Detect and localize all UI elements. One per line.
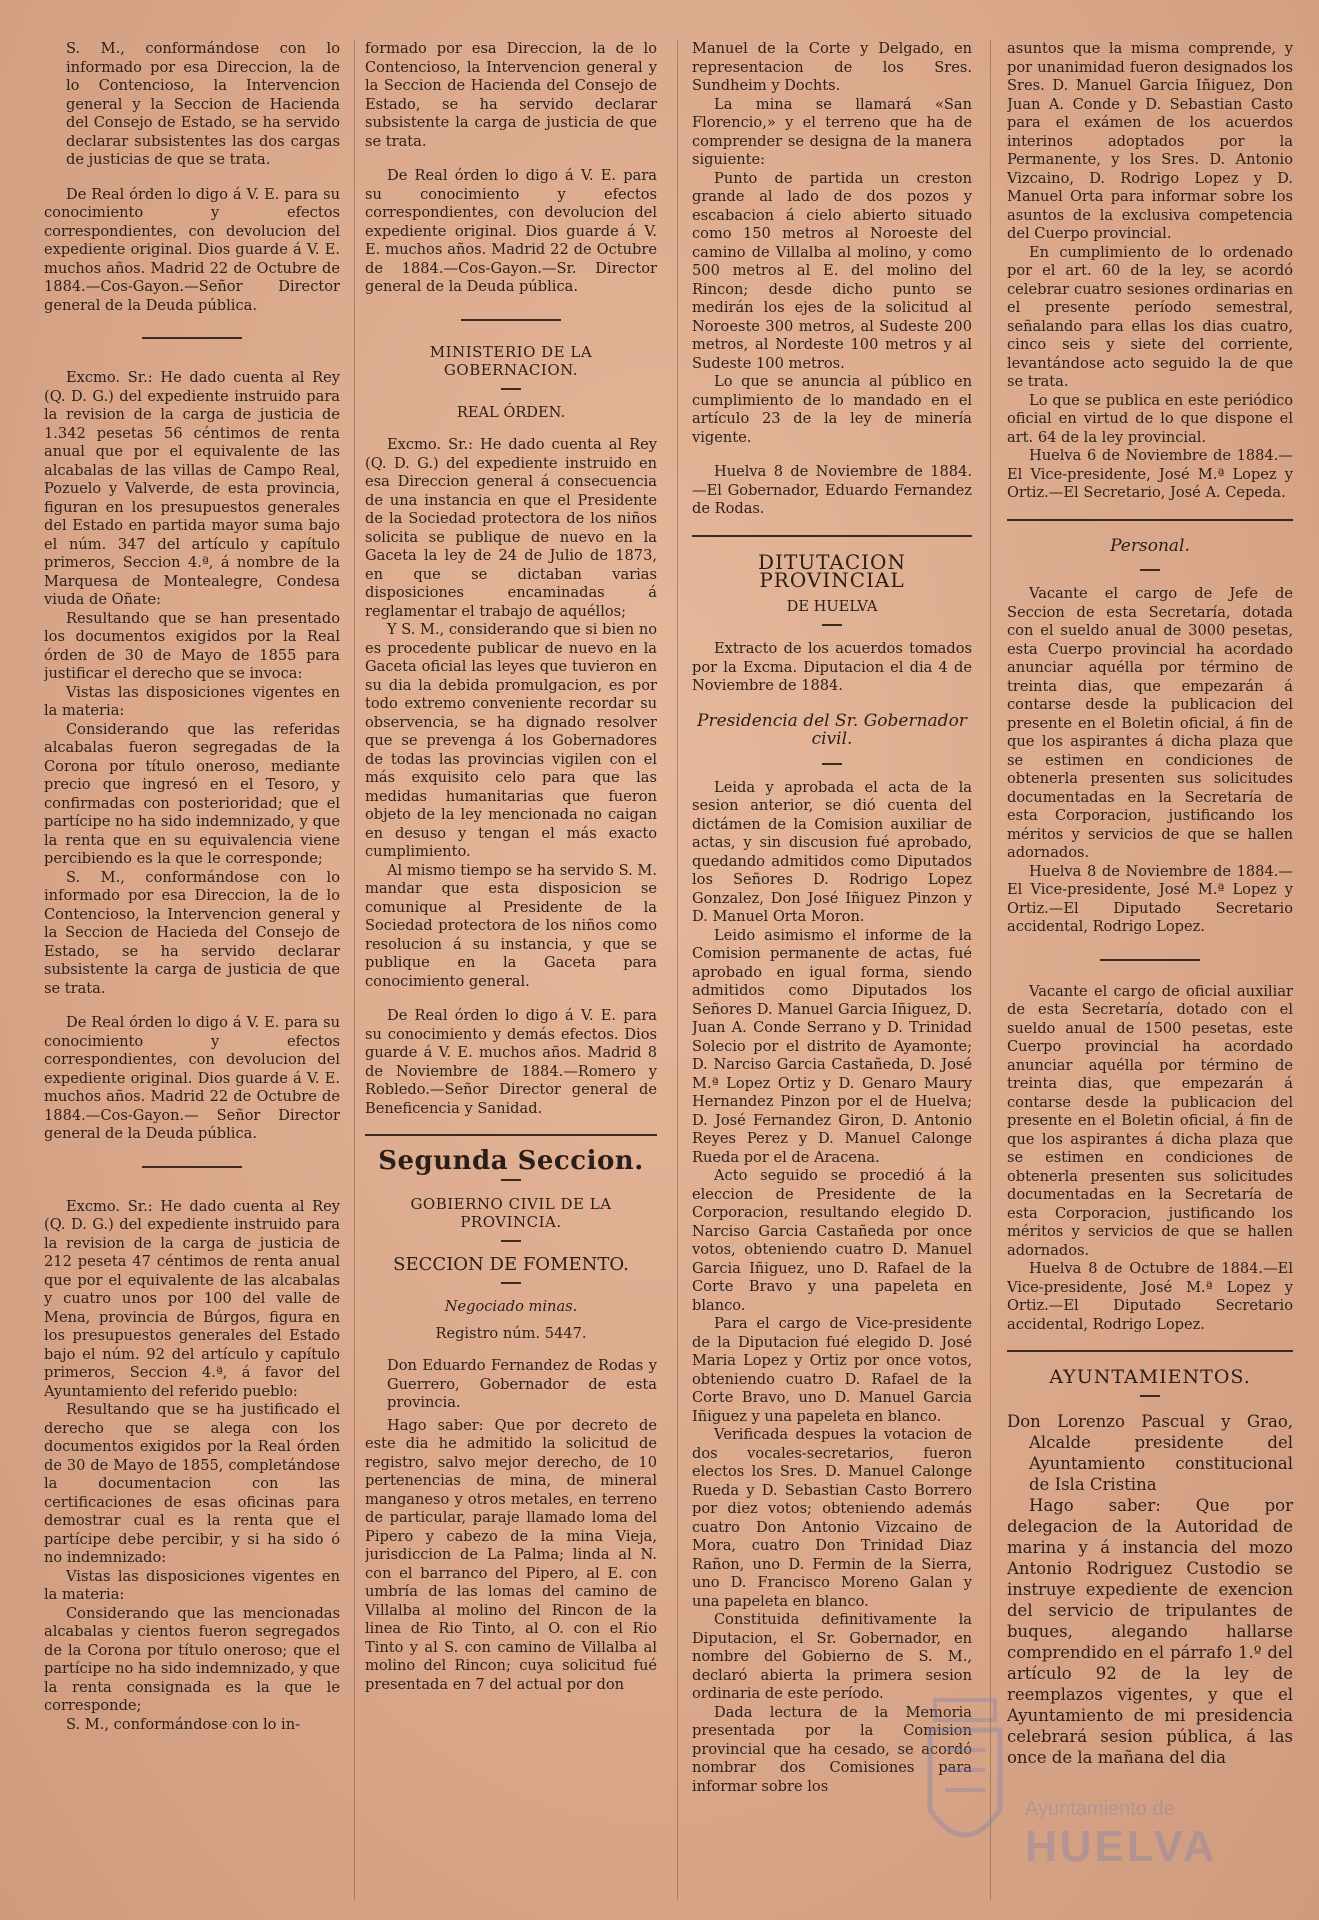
paragraph: Para el cargo de Vice-presidente de la Diputacion fué elegido D. José Maria Lopez y Ortiz por once votos, obteniendo cuatro D. Rafael de la Corte Bravo, uno D. Manuel Garcia Iñiguez y una papeleta en blanco.	[692, 1315, 972, 1425]
ministry-heading: MINISTERIO DE LA GOBERNACION.	[429, 342, 593, 379]
archive-watermark	[915, 1690, 1295, 1900]
paragraph: Huelva 6 de Noviembre de 1884.—El Vice-presidente, José M.ª Lopez y Ortiz.—El Secretario, José A. Cepeda.	[1007, 447, 1293, 501]
paragraph: Lo que se anuncia al público en cumplimiento de lo mandado en el artículo 23 de la ley de minería vigente.	[692, 373, 972, 446]
column-2	[365, 40, 657, 1900]
real-orden-heading: REAL ÓRDEN.	[456, 403, 566, 421]
paragraph: Huelva 8 de Noviembre de 1884.—El Vice-presidente, José M.ª Lopez y Ortiz.—El Diputado Secretario accidental, Rodrigo Lopez.	[1007, 862, 1293, 935]
separator	[692, 535, 972, 537]
paragraph: Al mismo tiempo se ha servido S. M. mandar que esta disposicion se comunique al Presidente de la Sociedad protectora de los niños como resolucion á su instancia, y que se publique en la Gaceta para conocimiento general.	[365, 861, 657, 990]
paragraph: De Real órden lo digo á V. E. para su conocimiento y efectos correspondientes, con devolucion del expediente original. Dios guarde á V. E. muchos años. Madrid 22 de Octubre de 1884.—Cos-Gayon.—Señor Director general de la Deuda pública.	[44, 185, 340, 314]
watermark-line2: HUELVA	[1025, 1822, 1218, 1871]
paragraph: Excmo. Sr.: He dado cuenta al Rey (Q. D. G.) del expediente instruido para la revision de la carga de justicia de 1.342 pesetas 56 céntimos de renta anual que por el equivalente de las alcabalas de las villas de Campo Real, Pozuelo y Valverde, de esta provincia, figuran en los presupuestos generales del Estado en partida mayor suma bajo el núm. 347 del artículo y capítulo primeros, Seccion 4.ª, á nombre de la Marquesa de Montealegre, Condesa viuda de Oñate:	[44, 369, 340, 608]
column-divider	[990, 40, 991, 1900]
gobierno-heading: GOBIERNO CIVIL DE LA PROVINCIA.	[410, 1194, 612, 1231]
diputacion-heading: DITUTACION PROVINCIAL	[758, 549, 906, 592]
separator	[1007, 519, 1293, 521]
paragraph: S. M., conformándose con lo in-	[66, 1715, 301, 1733]
separator	[501, 1282, 521, 1284]
separator	[822, 624, 842, 626]
paragraph: Extracto de los acuerdos tomados por la Excma. Diputacion el dia 4 de Noviembre de 1884.	[692, 640, 972, 694]
paragraph: De Real órden lo digo á V. E. para su conocimiento y efectos correspondientes, con devolucion del expediente original. Dios guarde á V. E. muchos años. Madrid 22 de Octubre de 1884.—Cos-Gayon.— Señor Director general de la Deuda pública.	[44, 1014, 340, 1142]
personal-heading: Personal.	[1110, 535, 1190, 556]
paragraph: Considerando que las mencionadas alcabalas y cientos fueron segregados de la Corona por título oneroso; que el partícipe no ha sido indemnizado, y que la renta consignada es la que le corresponde;	[44, 1604, 340, 1714]
separator	[461, 319, 561, 321]
registro-heading: Registro núm. 5447.	[435, 1324, 587, 1342]
paragraph: Huelva 8 de Noviembre de 1884.—El Gobernador, Eduardo Fernandez de Rodas.	[692, 463, 972, 517]
paragraph: Considerando que las referidas alcabalas fueron segregadas de la Corona por título oneroso, mediante precio que ingresó en el Tesoro, y confirmadas con posterioridad; que el partícipe no ha sido indemnizado, y que la renta que en su equivalencia viene percibiendo es la que le corresponde;	[44, 720, 340, 867]
de-huelva-heading: DE HUELVA	[786, 597, 878, 615]
paragraph: La mina se llamará «San Florencio,» y el terreno que ha de comprender se designa de la manera siguiente:	[692, 95, 972, 168]
separator	[501, 1240, 521, 1242]
ayuntamientos-heading: AYUNTAMIENTOS.	[1049, 1366, 1251, 1388]
paragraph: Vacante el cargo de oficial auxiliar de esta Secretaría, dotado con el sueldo anual de 1500 pesetas, este Cuerpo provincial ha acordado anunciar aquélla por término de treinta dias, que empezarán á contarse desde la publicacion del presente en el Boletin oficial, á fin de que los aspirantes á dicha plaza que se estimen en condiciones de obtenerla presenten sus solicitudes documentadas en la Secretaría de esta Corporacion, justificando los méritos y servicios de que se hallen adornados.	[1007, 982, 1293, 1259]
paragraph: Excmo. Sr.: He dado cuenta al Rey (Q. D. G.) del expediente instruido para la revision de la carga de justicia de 212 peseta 47 céntimos de renta anual que por el equivalente de las alcabalas y cuatro unos por 100 del valle de Mena, provincia de Búrgos, figura en los presupuestos generales del Estado bajo el núm. 92 del artículo y capítulo primeros, Seccion 4.ª, á favor del Ayuntamiento del referido pueblo:	[44, 1197, 340, 1400]
separator	[501, 388, 521, 390]
fomento-heading: SECCION DE FOMENTO.	[393, 1253, 629, 1275]
paragraph: S. M., conformándose con lo informado por esa Direccion, la de lo Contencioso, la Intervencion general y la Seccion de Hacieda del Consejo de Estado, se ha servido declarar subsistente la carga de justicia de que se trata.	[44, 868, 340, 997]
paragraph: Leido asimismo el informe de la Comision permanente de actas, fué aprobado en igual forma, siendo admitidos como Diputados los Señores D. Manuel Garcia Iñiguez, D. Juan A. Conde Serrano y D. Trinidad Solecio por el distrito de Ayamonte; D. Narciso Garcia Castañeda, D. José M.ª Lopez Ortiz y D. Genaro Maury Hernandez Pinzon por el de Huelva; D. José Fernandez Giron, D. Antonio Reyes Perez y D. Manuel Calonge Rueda por el de Aracena.	[692, 926, 972, 1166]
paragraph: Resultando que se ha justificado el derecho que se alega con los documentos exigidos por la Real órden de 30 de Mayo de 1855, completándose la documentacion con las certificaciones de esas oficinas para demostrar cual es la renta que el partícipe debe percibir, y si ha sido ó no indemnizado:	[44, 1401, 340, 1566]
paragraph: Hago saber: Que por decreto de este dia he admitido la solicitud de registro, salvo mejor derecho, de 10 pertenencias de mina, de mineral manganeso y otros metales, en terreno de particular, paraje llamado loma del Pipero y cabezo de la mina Vieja, jurisdiccion de La Palma; linda al N. con el barranco del Pipero, al E. con umbría de las lomas del camino de Villalba al molino del Rincon de la linea de Rio Tinto, al O. con el Rio Tinto y al S. con camino de Villalba al molino del Rincon; cuya solicitud fué presentada en 7 del actual por don	[365, 1416, 657, 1693]
column-divider	[354, 40, 355, 1900]
separator	[1140, 1395, 1160, 1397]
paragraph: Lo que se publica en este periódico oficial en virtud de lo que dispone el art. 64 de la ley provincial.	[1007, 391, 1293, 446]
presidencia-heading: Presidencia del Sr. Gobernador civil.	[697, 710, 967, 749]
paragraph: En cumplimiento de lo ordenado por el art. 60 de la ley, se acordó celebrar cuatro sesiones ordinarias en el presente período semestral, señalando para ellas los dias cuatro, cinco seis y siete del corriente, levantándose acto seguido la de que se trata.	[1007, 243, 1293, 390]
separator	[142, 337, 242, 339]
paragraph: Constituida definitivamente la Diputacion, el Sr. Gobernador, en nombre del Gobierno de S. M., declaró abierta la primera sesion ordinaria de este período.	[692, 1611, 972, 1702]
negociado-heading: Negociado minas.	[444, 1298, 578, 1315]
paragraph: Vacante el cargo de Jefe de Seccion de esta Secretaría, dotada con el sueldo anual de 3000 pesetas, esta Cuerpo provincial ha acordado anunciar aquélla por término de treinta dias, que empezarán á contarse desde la publicacion del presente en el Boletin oficial, á fin de que los aspirantes á dicha plaza que se estimen en condiciones de obtenerla presenten sus solicitudes documentadas en la Secretaría de esta Corporacion, justificando los méritos y servicios de que se hallen adornados.	[1007, 585, 1293, 861]
paragraph: formado por esa Direccion, la de lo Contencioso, la Intervencion general y la Seccion de Hacienda del Consejo de Estado, se ha servido declarar subsistente la carga de justicia de que se trata.	[365, 40, 657, 150]
paragraph: Vistas las disposiciones vigentes en la materia:	[44, 683, 340, 719]
paragraph: De Real órden lo digo á V. E. para su conocimiento y demás efectos. Dios guarde á V. E. muchos años. Madrid 8 de Noviembre de 1884.—Romero y Robledo.—Señor Director general de Beneficencia y Sanidad.	[365, 1007, 657, 1117]
separator	[1007, 1350, 1293, 1352]
watermark-line1: Ayuntamiento de	[1025, 1798, 1175, 1820]
separator	[822, 763, 842, 765]
paragraph: Vistas las disposiciones vigentes en la materia:	[44, 1567, 340, 1603]
separator	[365, 1134, 657, 1136]
section-title: Segunda Seccion.	[378, 1146, 644, 1176]
paragraph: Huelva 8 de Octubre de 1884.—El Vice-presidente, José M.ª Lopez y Ortiz.—El Diputado Secretario accidental, Rodrigo Lopez.	[1007, 1260, 1293, 1333]
separator	[501, 1179, 521, 1181]
separator	[1100, 959, 1200, 961]
separator	[1140, 569, 1160, 571]
paragraph: Don Eduardo Fernandez de Rodas y Guerrero, Gobernador de esta provincia.	[387, 1357, 657, 1411]
column-divider	[677, 40, 678, 1900]
paragraph: Excmo. Sr.: He dado cuenta al Rey (Q. D. G.) del expediente instruido en esa Direccion general á consecuencia de una instancia en que el Presidente de la Sociedad protectora de los niños solicita se publique de nuevo en la Gaceta la ley de 24 de Julio de 1873, en que se dictaban varias disposiciones encaminadas á reglamentar el trabajo de aquéllos;	[365, 436, 657, 620]
paragraph: Punto de partida un creston grande al lado de dos pozos y escabacion á cielo abierto situado como 150 metros al Noroeste del camino de Villalba al molino, y como 500 metros al E. del molino del Rincon; desde dicho punto se medirán los ejes de la solicitud al Noroeste 300 metros, al Sudeste 200 metros, al Nordeste 100 metros y al Sudeste 100 metros.	[692, 169, 972, 372]
paragraph: De Real órden lo digo á V. E. para su conocimiento y efectos correspondientes, con devolucion del expediente original. Dios guarde á V. E. muchos años. Madrid 22 de Octubre de 1884.—Cos-Gayon.—Sr. Director general de la Deuda pública.	[365, 167, 657, 295]
paragraph: S. M., conformándose con lo informado por esa Direccion, la de lo Contencioso, la Intervencion general y la Seccion de Hacienda del Consejo de Estado, se ha servido declarar subsistentes las dos cargas de justicias de que se trata.	[66, 40, 340, 168]
column-1	[44, 40, 340, 1900]
paragraph: Acto seguido se procedió á la eleccion de Presidente de la Corporacion, resultando elegido D. Narciso Garcia Castañeda por once votos, obteniendo cuatro D. Manuel Garcia Iñiguez, uno D. Rafael de la Corte Bravo y una papeleta en blanco.	[692, 1167, 972, 1314]
city-crest-icon	[915, 1690, 1015, 1880]
paragraph: Dada lectura de la Memoria presentada por la Comision provincial que ha cesado, se acordó nombrar dos Comisiones para informar sobre los	[692, 1703, 972, 1795]
column-3	[692, 40, 972, 1900]
paragraph: Don Lorenzo Pascual y Grao, Alcalde presidente del Ayuntamiento constitucional de Isla Cristina	[1007, 1411, 1293, 1494]
paragraph: Manuel de la Corte y Delgado, en representacion de los Sres. Sundheim y Dochts.	[692, 40, 972, 94]
separator	[142, 1166, 242, 1168]
paragraph: asuntos que la misma comprende, y por unanimidad fueron designados los Sres. D. Manuel Garcia Iñiguez, Don Juan A. Conde y D. Sebastian Casto para el exámen de los acuerdos interinos adoptados por la Permanente, y los Sres. D. Antonio Vizcaino, D. Rodrigo Lopez y D. Manuel Orta para informar sobre los asuntos de la exclusiva competencia del Cuerpo provincial.	[1007, 40, 1293, 242]
paragraph: Verificada despues la votacion de dos vocales-secretarios, fueron electos los Sres. D. Manuel Calonge Rueda y D. Sebastian Casto Borrero por diez votos; obteniendo además cuatro Don Antonio Vizcaino de Mora, cuatro Don Trinidad Diaz Rañon, uno D. Fermin de la Sierra, uno D. Francisco Moreno Galan y una papeleta en blanco.	[692, 1426, 972, 1610]
paragraph: Leida y aprobada el acta de la sesion anterior, se dió cuenta del dictámen de la Comision auxiliar de actas, y sin discusion fué aprobado, quedando admitidos como Diputados los Señores D. Rodrigo Lopez Gonzalez, Don José Iñiguez Pinzon y D. Manuel Orta Moron.	[692, 778, 972, 925]
paragraph: Y S. M., considerando que si bien no es procedente publicar de nuevo en la Gaceta oficial las leyes que tuvieron en su dia la debida promulgacion, es por todo extremo conveniente recordar su observencia, se ha dignado resolver que se prevenga á los Gobernadores de todas las provincias vigilen con el más exquisito celo para que las medidas humanitarias que fueron objeto de la ley mencionada no caigan en desuso y tengan el más exacto cumplimiento.	[365, 621, 657, 860]
paragraph: Resultando que se han presentado los documentos exigidos por la Real órden de 30 de Mayo de 1855 para justificar el derecho que se invoca:	[44, 609, 340, 682]
paragraph: Hago saber: Que por delegacion de la Autoridad de marina y á instancia del mozo Antonio Rodriguez Custodio se instruye expediente de exencion del servicio de tripulantes de buques, alegando hallarse comprendido en el párrafo 1.º del artículo 92 de la ley de reemplazos vigentes, y que el Ayuntamiento de mi presidencia celebrará sesion pública, á las once de la mañana del dia	[1007, 1495, 1293, 1767]
column-4	[1007, 40, 1293, 1900]
